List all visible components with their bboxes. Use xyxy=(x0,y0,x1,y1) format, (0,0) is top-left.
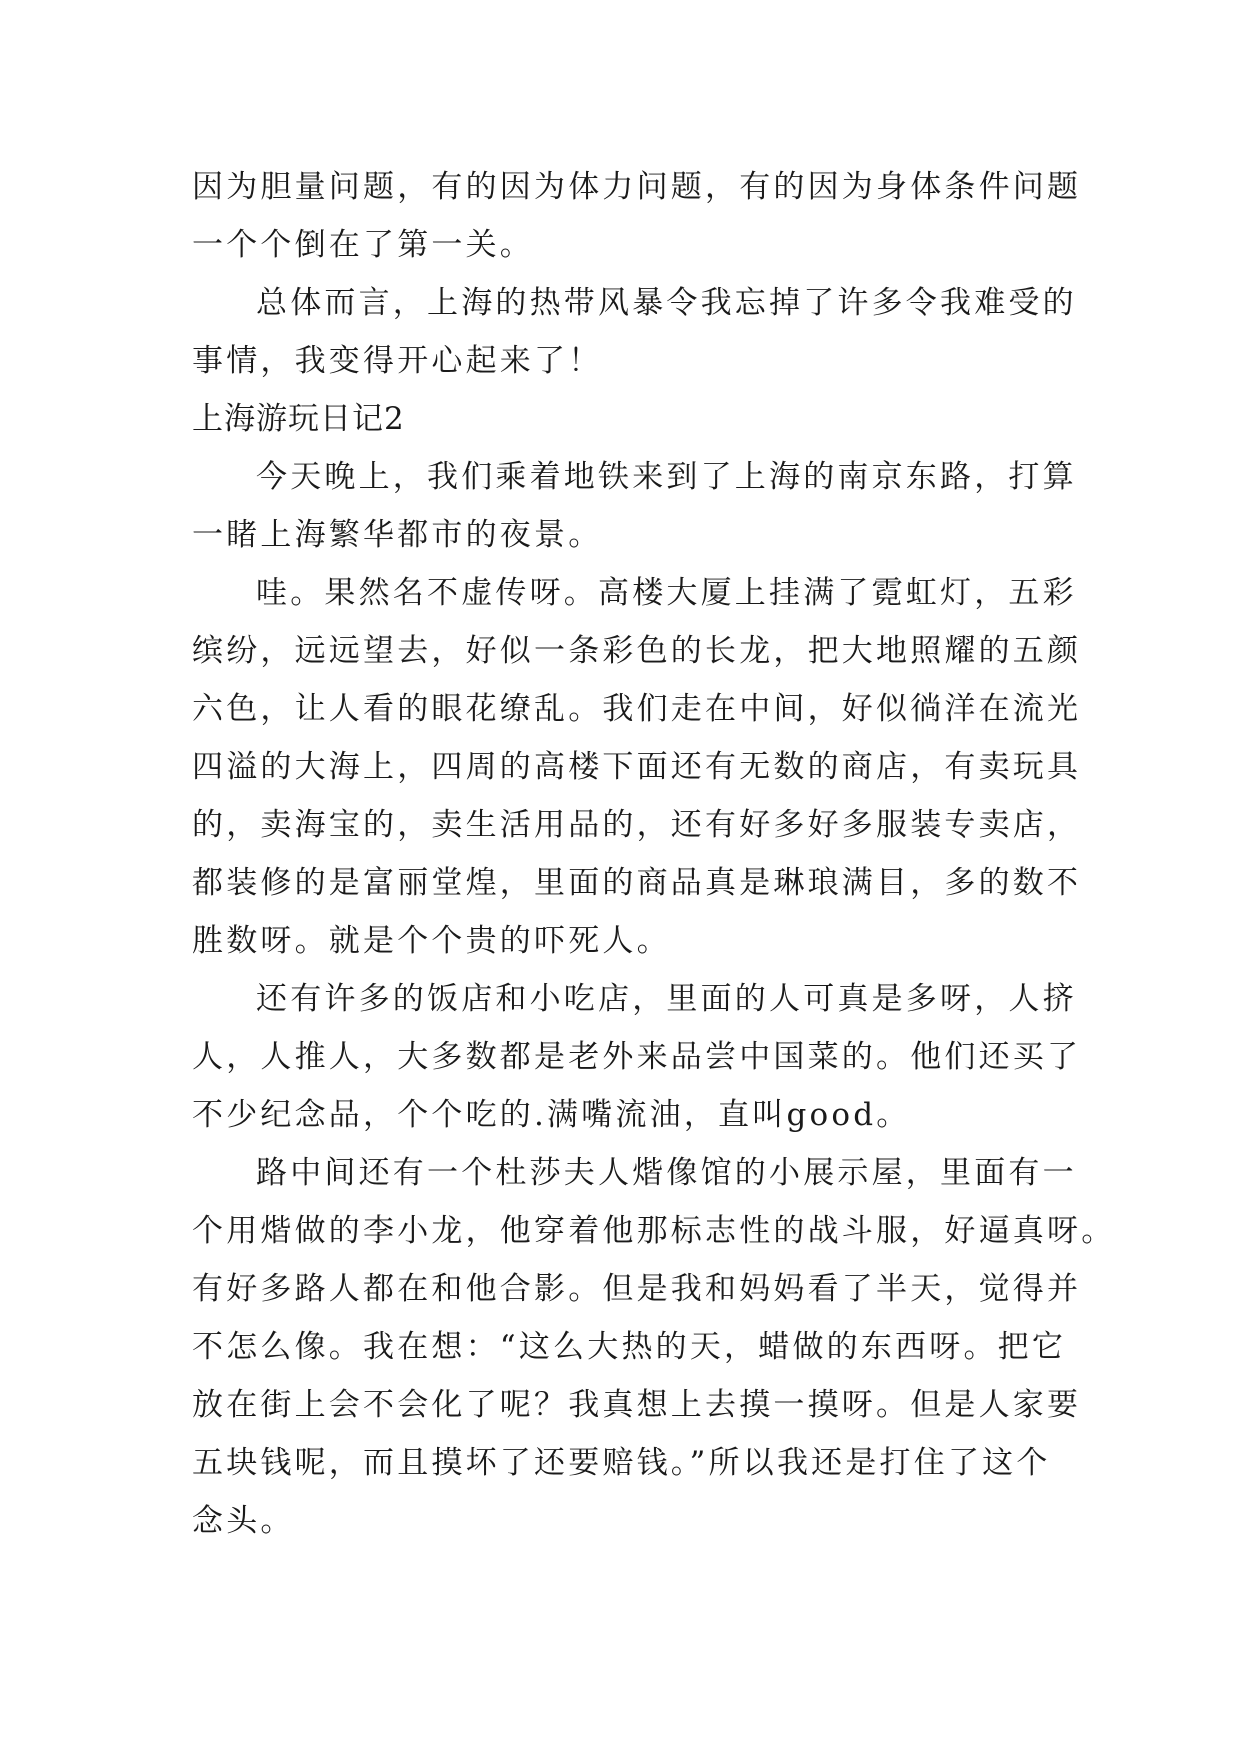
paragraph-start-line: 今天晚上，我们乘着地铁来到了上海的南京东路，打算 xyxy=(256,459,1077,495)
text-line: 不少纪念品，个个吃的.满嘴流油，直叫good。 xyxy=(192,1097,911,1133)
text-line: 都装修的是富丽堂煌，里面的商品真是琳琅满目，多的数不 xyxy=(192,865,1082,901)
text-line: 六色，让人看的眼花缭乱。我们走在中间，好似徜洋在流光 xyxy=(192,691,1082,727)
text-line: 事情，我变得开心起来了！ xyxy=(192,343,603,379)
text-line: 五块钱呢，而且摸坏了还要赔钱。”所以我还是打住了这个 xyxy=(192,1445,1051,1481)
paragraph-start-line: 路中间还有一个杜莎夫人煯像馆的小展示屋，里面有一 xyxy=(256,1155,1077,1191)
section-heading: 上海游玩日记2 xyxy=(192,401,405,437)
text-line: 胜数呀。就是个个贵的吓死人。 xyxy=(192,923,671,959)
text-line: 念头。 xyxy=(192,1503,295,1539)
text-line: 的，卖海宝的，卖生活用品的，还有好多好多服装专卖店， xyxy=(192,807,1082,843)
text-line: 个用煯做的李小龙，他穿着他那标志性的战斗服，好逼真呀。 xyxy=(192,1213,1116,1249)
paragraph-start-line: 总体而言，上海的热带风暴令我忘掉了许多令我难受的 xyxy=(256,285,1077,321)
text-line: 四溢的大海上，四周的高楼下面还有无数的商店，有卖玩具 xyxy=(192,749,1082,785)
text-line: 有好多路人都在和他合影。但是我和妈妈看了半天，觉得并 xyxy=(192,1271,1082,1307)
text-line: 放在街上会不会化了呢？我真想上去摸一摸呀。但是人家要 xyxy=(192,1387,1082,1423)
text-line: 一个个倒在了第一关。 xyxy=(192,227,534,263)
text-line: 人，人推人，大多数都是老外来品尝中国菜的。他们还买了 xyxy=(192,1039,1082,1075)
text-line: 因为胆量问题，有的因为体力问题，有的因为身体条件问题 xyxy=(192,169,1082,205)
document-body xyxy=(192,158,1116,1550)
text-line: 缤纷，远远望去，好似一条彩色的长龙，把大地照耀的五颜 xyxy=(192,633,1082,669)
paragraph-start-line: 哇。果然名不虚传呀。高楼大厦上挂满了霓虹灯，五彩 xyxy=(256,575,1077,611)
paragraph-start-line: 还有许多的饭店和小吃店，里面的人可真是多呀，人挤 xyxy=(256,981,1077,1017)
text-line: 不怎么像。我在想：“这么大热的天，蜡做的东西呀。把它 xyxy=(192,1329,1067,1365)
text-line: 一睹上海繁华都市的夜景。 xyxy=(192,517,603,553)
